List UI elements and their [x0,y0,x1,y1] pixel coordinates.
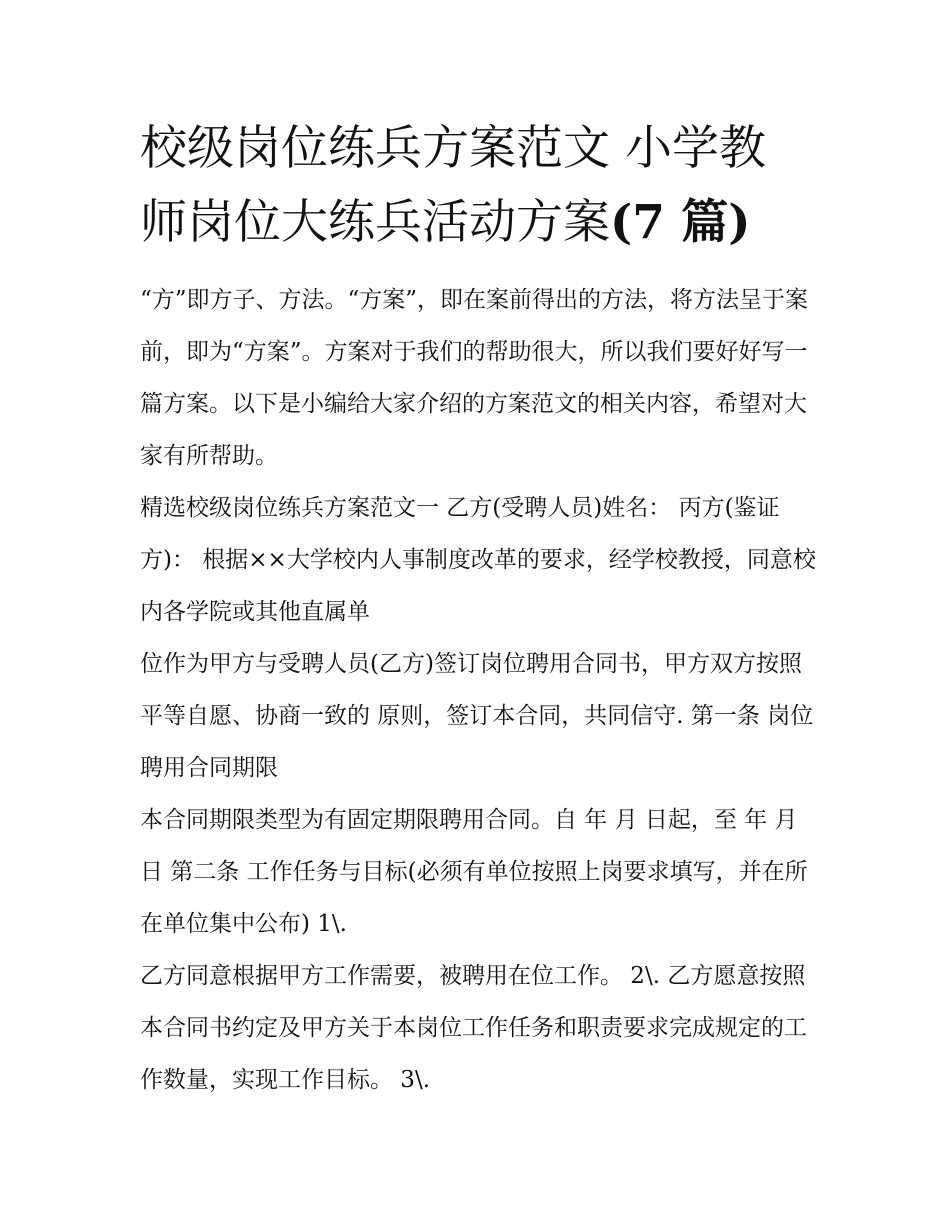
paragraph-work-tasks: 乙方同意根据甲方工作需要，被聘用在位工作。 2\. 乙方愿意按照本合同书约定及甲方关于本岗位工作任务和职责要求完成规定的工作数量，实现工作目标。 3\. [140,963,807,1093]
title-line-2: 师岗位大练兵活动方案 [140,195,610,250]
document-title [140,112,820,260]
paragraph-contract-principle: 位作为甲方与受聘人员(乙方)签订岗位聘用合同书，甲方双方按照平等自愿、协商一致的 原则，签订本合同，共同信守. 第一条 岗位聘用合同期限 [140,651,814,781]
title-line-1: 校级岗位练兵方案范文 小学教 [140,121,766,176]
document-body [140,112,820,1106]
title-line-2-bold: (7 篇) [610,195,751,250]
paragraph-contract-term: 本合同期限类型为有固定期限聘用合同。自 年 月 日起，至 年 月 日 第二条 工作任务与目标(必须有单位按照上岗要求填写，并在所在单位集中公布) 1\. [140,807,808,937]
paragraph-intro: “方”即方子、方法。“方案”，即在案前得出的方法，将方法呈于案前，即为“方案”。方案对于我们的帮助很大，所以我们要好好写一篇方案。以下是小编给大家介绍的方案范文的相关内容，希望对大家有所帮助。 [140,287,809,469]
paragraph-contract-parties: 精选校级岗位练兵方案范文一 乙方(受聘人员)姓名： 丙方(鉴证方)： 根据××大学校内人事制度改革的要求，经学校教授，同意校内各学院或其他直属单 [140,495,816,625]
